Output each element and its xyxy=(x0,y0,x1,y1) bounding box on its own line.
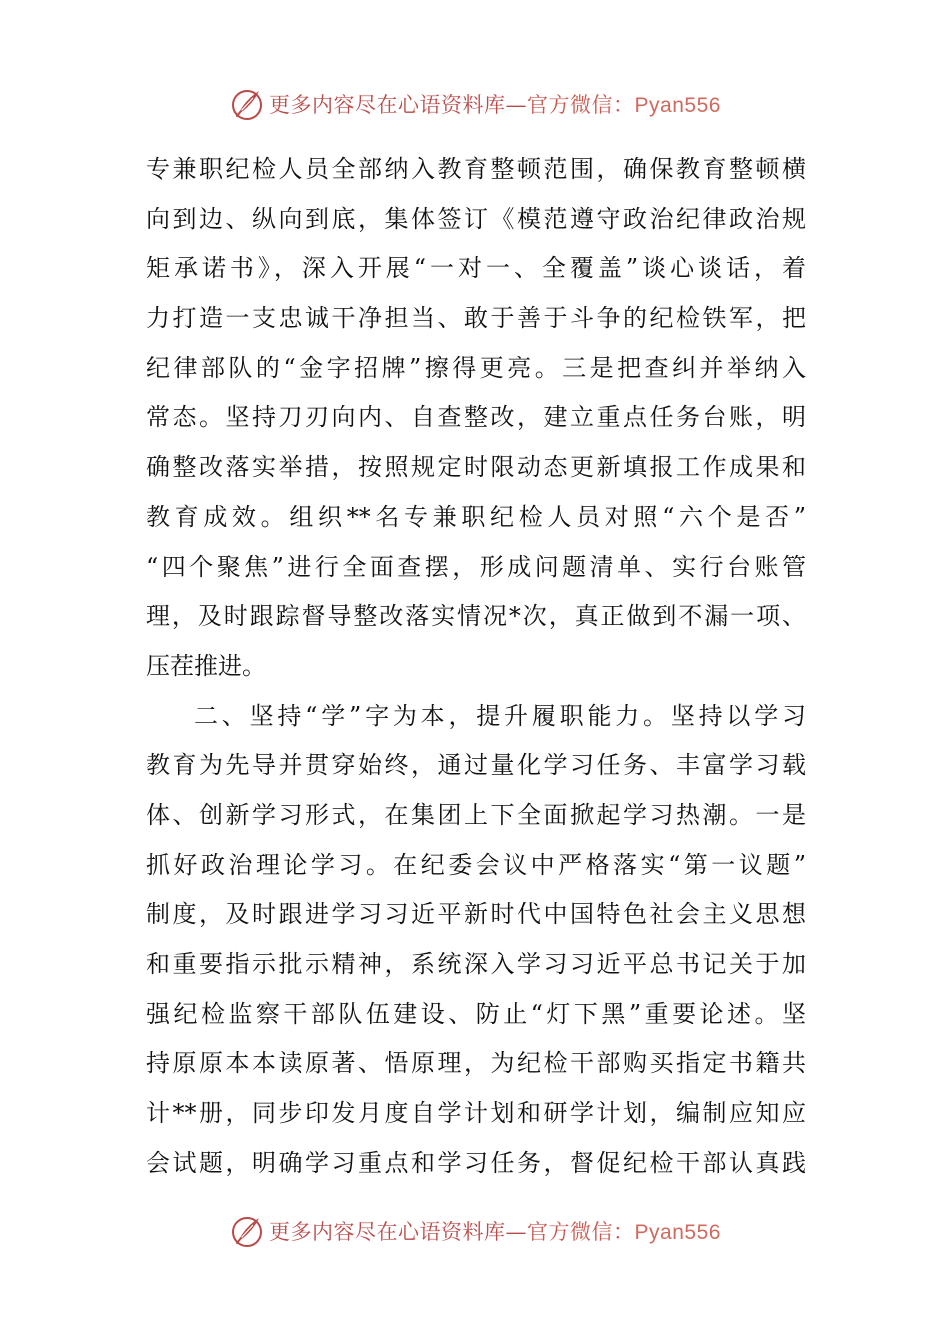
body-line: “四个聚焦”进行全面查摆，形成问题清单、实行台账管 xyxy=(146,552,806,581)
footer-banner-account: Pyan556 xyxy=(634,1221,721,1244)
body-line: 常态。坚持刀刃向内、自查整改，建立重点任务台账，明 xyxy=(146,403,806,432)
quill-seal-logo-icon xyxy=(229,1213,265,1249)
body-line: 力打造一支忠诚干净担当、敢于善于斗争的纪检铁军，把 xyxy=(146,304,806,333)
body-line: 教育成效。组织**名专兼职纪检人员对照“六个是否” xyxy=(146,502,806,531)
body-line: 持原原本本读原著、悟原理，为纪检干部购买指定书籍共 xyxy=(146,1049,806,1078)
body-line: 制度，及时跟进学习习近平新时代中国特色社会主义思想 xyxy=(146,900,806,929)
body-line: 确整改落实举措，按照规定时限动态更新填报工作成果和 xyxy=(146,453,806,482)
body-line-paragraph-end: 压茬推进。 xyxy=(146,651,266,680)
body-line: 专兼职纪检人员全部纳入教育整顿范围，确保教育整顿横 xyxy=(146,155,806,183)
body-line: 矩承诺书》，深入开展“一对一、全覆盖”谈心谈话，着 xyxy=(146,254,806,283)
header-banner-text xyxy=(269,89,721,119)
body-line: 强纪检监察干部队伍建设、防止“灯下黑”重要论述。坚 xyxy=(146,999,806,1028)
header-banner-main: 更多内容尽在心语资料库 xyxy=(269,93,506,117)
footer-banner-text xyxy=(269,1216,721,1246)
body-line: 纪律部队的“金字招牌”擦得更亮。三是把查纠并举纳入 xyxy=(146,353,806,382)
body-line: 体、创新学习形式，在集团上下全面掀起学习热潮。一是 xyxy=(146,800,806,829)
header-banner-dash: — xyxy=(505,93,528,117)
header-banner-account: Pyan556 xyxy=(634,94,721,117)
header-banner-official: 官方微信： xyxy=(527,93,635,117)
body-line: 和重要指示批示精神，系统深入学习习近平总书记关于加 xyxy=(146,950,806,978)
footer-banner-official: 官方微信： xyxy=(527,1220,635,1244)
body-line: 计**册，同步印发月度自学计划和研学计划，编制应知应 xyxy=(146,1099,806,1128)
body-line: 抓好政治理论学习。在纪委会议中严格落实“第一议题” xyxy=(146,850,806,879)
body-line-section-heading: 二、坚持“学”字为本，提升履职能力。坚持以学习 xyxy=(194,701,806,730)
body-line: 会试题，明确学习重点和学习任务，督促纪检干部认真践 xyxy=(146,1148,806,1177)
footer-banner-main: 更多内容尽在心语资料库 xyxy=(269,1220,506,1244)
footer-watermark-banner xyxy=(0,1211,950,1251)
quill-seal-logo-icon xyxy=(229,86,265,122)
footer-banner-dash: — xyxy=(505,1220,528,1244)
body-line: 理，及时跟踪督导整改落实情况*次，真正做到不漏一项、 xyxy=(146,602,806,631)
document-body xyxy=(146,145,806,1188)
header-watermark-banner xyxy=(0,84,950,124)
body-line: 向到边、纵向到底，集体签订《模范遵守政治纪律政治规 xyxy=(146,204,806,233)
body-line: 教育为先导并贯穿始终，通过量化学习任务、丰富学习载 xyxy=(146,751,806,780)
